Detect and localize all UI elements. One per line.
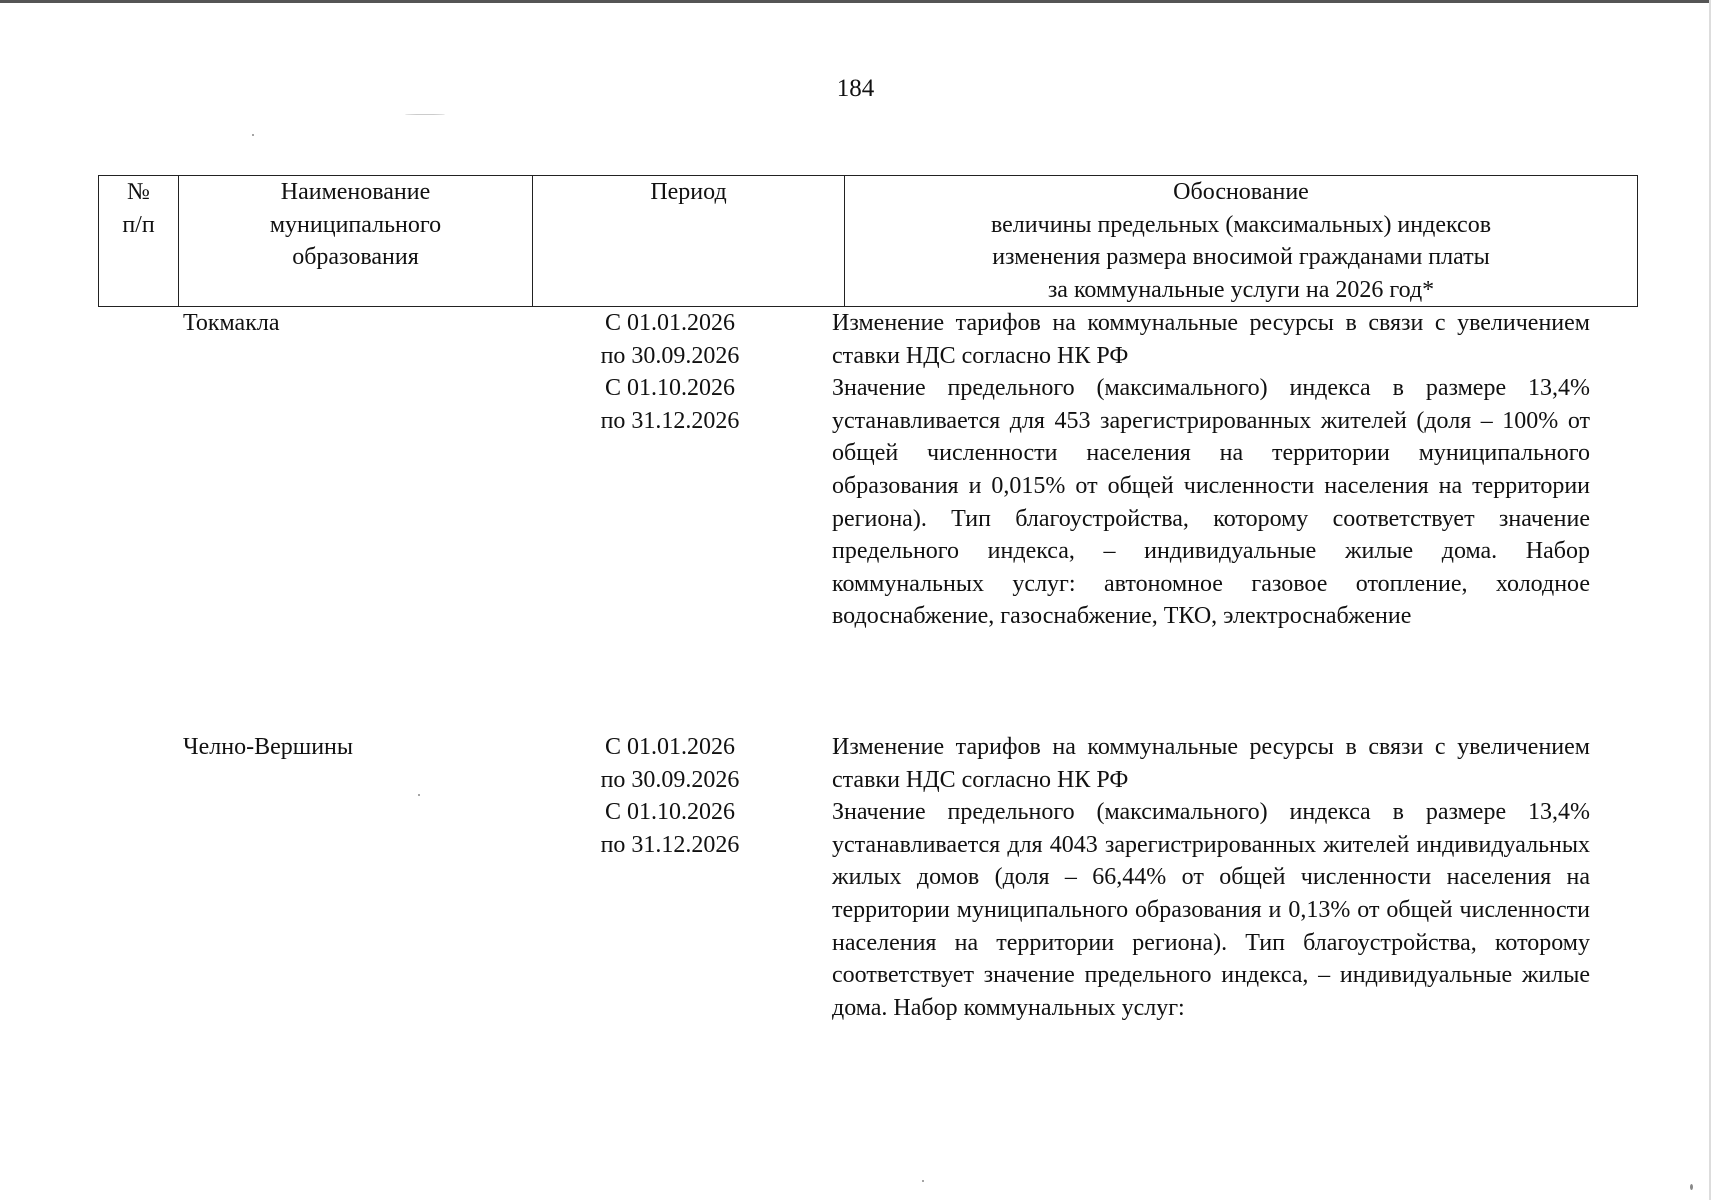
header-basis-line: величины предельных (максимальных) индексов: [990, 211, 1492, 238]
scan-top-border: [0, 0, 1711, 3]
header-municipality-line: Наименование: [280, 179, 431, 205]
header-number-line: №: [127, 179, 150, 205]
header-cell-basis: [845, 176, 1638, 307]
basis-paragraph: Изменение тарифов на коммунальные ресурсы в связи с увеличением ставки НДС согласно НК РФ: [832, 310, 1590, 369]
scan-speck: [418, 794, 420, 796]
period-line: С 01.10.2026: [604, 375, 735, 402]
period-cell: [570, 307, 770, 437]
scan-speck: [922, 1180, 924, 1182]
basis-paragraph: Значение предельного (максимального) индекса в размере 13,4% устанавливается для 4043 зарегистрированных жителей индивидуальных жилых домов (доля – 66,44% от общей численности населения на территории муниципального образования и 0,13% от общей численности населения на территории региона). Тип благоустройства, которому соответствует значение предельного индекса, – индивидуальные жилые дома. Набор коммунальных услуг:: [832, 799, 1590, 1021]
municipality-name: Челно-Вершины: [183, 734, 354, 760]
basis-cell: [832, 307, 1590, 633]
period-line: по 30.09.2026: [600, 342, 740, 369]
header-row: [99, 176, 1638, 307]
header-basis-line: за коммунальные услуги на 2026 год*: [1047, 276, 1435, 303]
period-line: по 31.12.2026: [600, 831, 740, 858]
header-basis-line: изменения размера вносимой гражданами платы: [992, 244, 1490, 271]
period-line: С 01.01.2026: [604, 310, 735, 336]
header-municipality-line: образования: [292, 244, 419, 271]
basis-paragraph: Значение предельного (максимального) индекса в размере 13,4% устанавливается для 453 зарегистрированных жителей (доля – 100% от общей численности населения на территории муниципального образования и 0,015% от общей численности населения на территории региона). Тип благоустройства, которому соответствует значение предельного индекса, – индивидуальные жилые дома. Набор коммунальных услуг: автономное газовое отопление, холодное водоснабжение, газоснабжение, ТКО, электроснабжение: [832, 375, 1590, 630]
page-number: 184: [836, 75, 875, 102]
period-line: по 31.12.2026: [600, 407, 740, 434]
period-line: по 30.09.2026: [600, 766, 740, 793]
scan-speck: [252, 134, 254, 136]
period-line: С 01.10.2026: [604, 799, 735, 826]
header-period-line: Период: [650, 179, 727, 205]
period-line: С 01.01.2026: [604, 734, 735, 760]
header-cell-period: [533, 176, 845, 307]
municipality-name: Токмакла: [183, 310, 280, 336]
period-cell: [570, 731, 770, 861]
table-header: [98, 175, 1638, 307]
header-cell-municipality: [179, 176, 533, 307]
header-cell-number: [99, 176, 179, 307]
header-municipality-line: муниципального: [269, 211, 442, 238]
scan-speck: [1690, 1184, 1693, 1190]
basis-paragraph: Изменение тарифов на коммунальные ресурсы в связи с увеличением ставки НДС согласно НК РФ: [832, 734, 1590, 793]
scan-speck: [405, 114, 445, 115]
header-number-line: п/п: [122, 211, 155, 238]
header-basis-line: Обоснование: [1173, 179, 1309, 205]
basis-cell: [832, 731, 1590, 1024]
